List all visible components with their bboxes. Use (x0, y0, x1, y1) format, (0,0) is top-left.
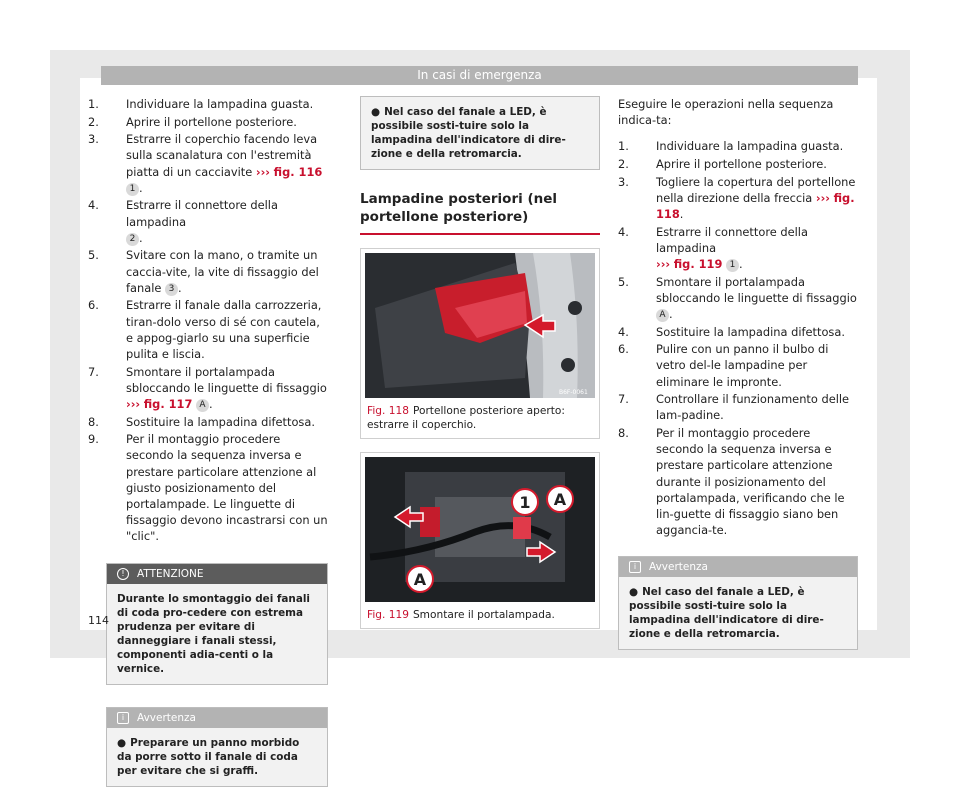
page-header (101, 66, 858, 85)
figure-caption: Fig. 119 Smontare il portalampada. (367, 609, 555, 621)
list-item: 3. Togliere la copertura del portellone nella direzione della freccia ››› fig. 118. (618, 174, 856, 221)
arrow-icon: ››› (656, 257, 671, 271)
list-item: 4. Sostituire la lampadina difettosa. (618, 324, 845, 339)
intro-text: Eseguire le operazioni nella sequenza indica-ta: (618, 97, 834, 128)
callout-badge: 2 (126, 233, 139, 246)
note-header (619, 557, 857, 577)
steps-list (618, 138, 858, 538)
figure-caption: Fig. 118 Portellone posteriore aperto: estrarre il coperchio. (367, 405, 565, 431)
callout-badge: 1 (126, 183, 139, 196)
list-item: 8. Sostituire la lampadina difettosa. (88, 414, 315, 429)
list-item: 6. Pulire con un panno il bulbo di vetro del-le lampadine per eliminare le impronte. (618, 342, 829, 389)
note-body: ● Preparare un panno morbido da porre sotto il fanale di coda per evitare che si graffi. (117, 736, 300, 777)
note-box (106, 707, 328, 787)
bullet-icon: ● (371, 106, 381, 118)
list-item: 7. Smontare il portalampada sbloccando le linguette di fissaggio ››› fig. 117 A . (88, 364, 327, 411)
figure-119 (360, 452, 600, 629)
callout-a: A (553, 490, 567, 509)
section-title: Lampadine posteriori (nel portellone posteriore) (360, 190, 600, 235)
callout-badge: 1 (726, 259, 739, 272)
list-item: 1. Individuare la lampadina guasta. (88, 97, 314, 111)
attention-header (107, 564, 327, 584)
column-middle (360, 96, 600, 629)
callout-badge: A (196, 399, 209, 412)
list-item: 3. Estrarre il coperchio facendo leva sulla scanalatura con l'estremità piatta di un cacciavite ››› fig. 116 1 . (88, 132, 323, 195)
list-item: 5. Svitare con la mano, o tramite un caccia-vite, la vite di fissaggio del fanale 3 . (88, 248, 319, 295)
info-icon: i (629, 561, 641, 573)
fig-link[interactable]: fig. 116 (273, 164, 323, 179)
figure-label: Fig. 119 (367, 609, 409, 621)
bullet-icon: ● (629, 586, 639, 599)
attention-body: Durante lo smontaggio dei fanali di coda pro-cedere con estrema prudenza per evitare di danneggiare i fanali stessi, componenti adia-centi o la vernice. (117, 592, 310, 675)
callout-badge: A (656, 309, 669, 322)
note-box (618, 556, 858, 650)
steps-list (88, 96, 328, 545)
note-header (107, 708, 327, 728)
figure-code: B6F-0061 (559, 389, 588, 396)
led-note-body: ● Nel caso del fanale a LED, è possibile sosti-tuire solo la lampadina dell'indicatore di dire-zione e della retromarcia. (371, 106, 566, 160)
callout-a: A (413, 570, 427, 589)
list-item: 4. Estrarre il connettore della lampadina 2 . (88, 198, 278, 245)
list-item: 1. Individuare la lampadina guasta. (618, 139, 844, 154)
warning-icon: ! (117, 568, 129, 580)
column-right (618, 96, 858, 650)
attention-box (106, 563, 328, 685)
list-item: 5. Smontare il portalampada sbloccando le linguette di fissaggio A . (618, 274, 857, 321)
fig-link[interactable]: fig. 117 (143, 397, 193, 411)
note-body: ● Nel caso del fanale a LED, è possibile sosti-tuire solo la lampadina dell'indicatore di dire-zione e della retromarcia. (629, 586, 824, 641)
list-item: 9. Per il montaggio procedere secondo la sequenza inversa e prestare particolare attenzione al giusto posizionamento del portalampade. Le linguette di fissaggio devono incastrarsi con un "clic". (88, 432, 328, 544)
figure-label: Fig. 118 (367, 405, 409, 417)
callout-badge: 3 (165, 283, 178, 296)
list-item: 8. Per il montaggio procedere secondo la sequenza inversa e prestare particolare attenzione durante il posizionamento del portalampada, verificando che le lin-guette di fissaggio siano ben aggancia-te. (618, 425, 845, 538)
attention-title: ATTENZIONE (137, 567, 204, 580)
list-item: 7. Controllare il funzionamento delle lam-padine. (618, 392, 850, 423)
column-left (88, 96, 328, 787)
list-item: 2. Aprire il portellone posteriore. (88, 114, 297, 129)
arrow-icon: ››› (815, 190, 830, 205)
note-title: Avvertenza (649, 561, 708, 574)
fig-link[interactable]: fig. 119 (673, 257, 723, 271)
list-item: 2. Aprire il portellone posteriore. (618, 157, 827, 171)
arrow-icon: ››› (126, 397, 141, 411)
tailgate-image (365, 253, 595, 398)
figure-118 (360, 248, 600, 439)
note-title: Avvertenza (137, 711, 196, 724)
list-item: 4. Estrarre il connettore della lampadina ››› fig. 119 1 . (618, 224, 808, 271)
callout-1: 1 (519, 493, 531, 512)
info-icon: i (117, 712, 129, 724)
bullet-icon: ● (117, 736, 127, 749)
list-item: 6. Estrarre il fanale dalla carrozzeria, tiran-dolo verso di sé con cautela, e appog-giarlo su una superficie pulita e liscia. (88, 298, 322, 361)
fig-link[interactable]: fig. 118 (656, 190, 855, 221)
arrow-icon: ››› (255, 164, 270, 179)
page-title: In casi di emergenza (417, 68, 542, 82)
led-note-box (360, 96, 600, 170)
page-number: 114 (88, 614, 109, 627)
lamp-holder-image (365, 457, 595, 602)
